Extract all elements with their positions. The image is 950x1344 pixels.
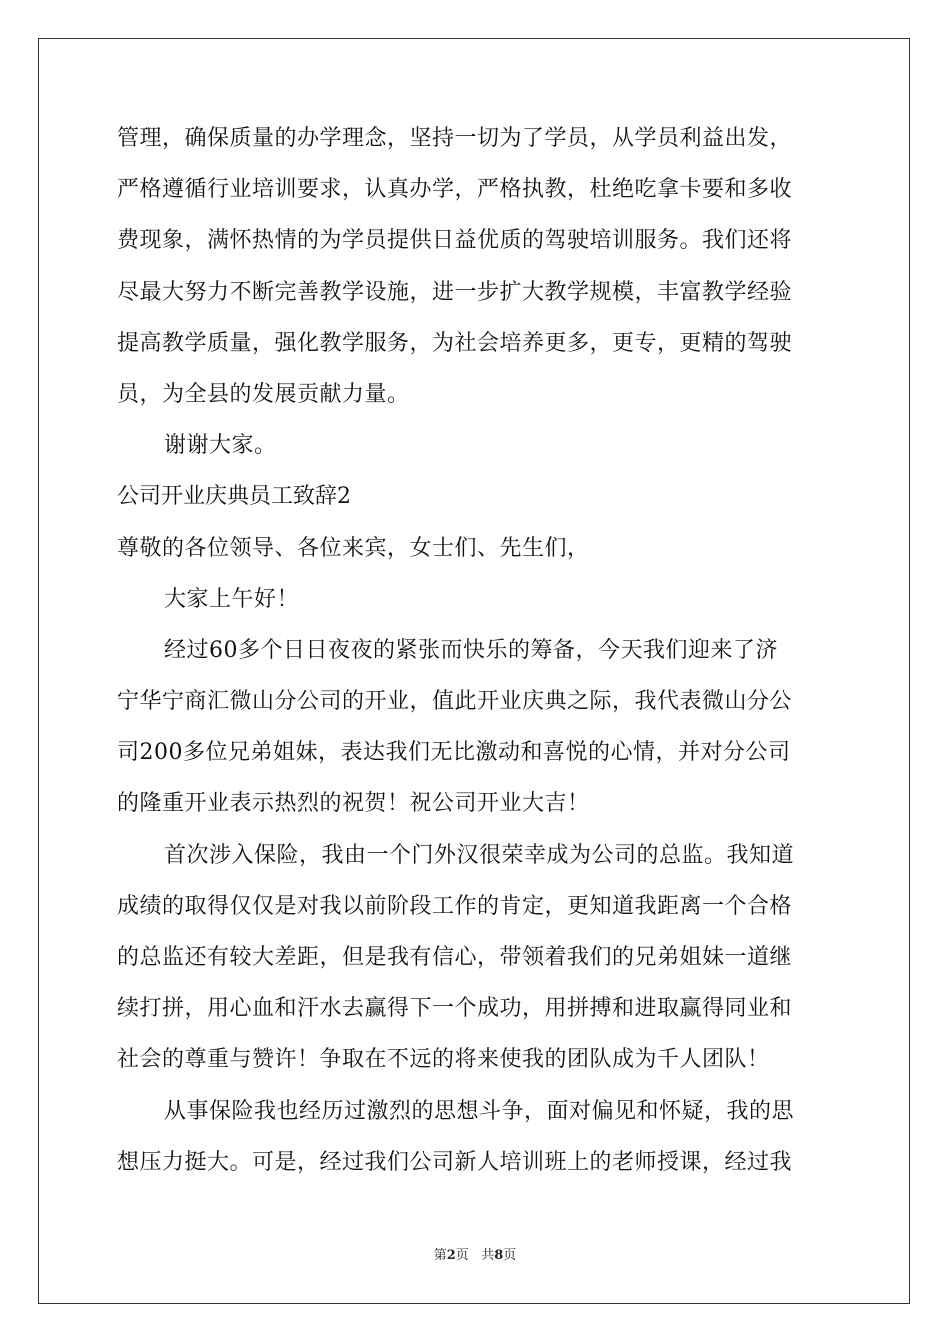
- section-title: 公司开业庆典员工致辞2: [117, 484, 351, 510]
- total-pages: 8: [494, 1248, 504, 1263]
- text-line: 想压力挺大。可是，经过我们公司新人培训班上的老师授课，经过我: [117, 1149, 793, 1175]
- text-line: 从事保险我也经历过激烈的思想斗争，面对偏见和怀疑，我的思: [164, 1098, 795, 1124]
- text-line: 首次涉入保险，我由一个门外汉很荣幸成为公司的总监。我知道: [164, 842, 795, 868]
- closing-line: 谢谢大家。: [164, 433, 277, 459]
- page-number: 2: [446, 1248, 456, 1263]
- text-line: 司200多位兄弟姐妹，表达我们无比激动和喜悦的心情，并对分公司: [117, 740, 791, 766]
- page-suffix: 页: [455, 1248, 469, 1263]
- text-line: 社会的尊重与赞许！争取在不远的将来使我的团队成为千人团队！: [117, 1047, 770, 1073]
- total-suffix: 页: [503, 1248, 517, 1263]
- text-line: 严格遵循行业培训要求，认真办学，严格执教，杜绝吃拿卡要和多收: [117, 177, 793, 203]
- text-line: 尽最大努力不断完善教学设施，进一步扩大教学规模，丰富教学经验: [117, 279, 793, 305]
- text-line: 的隆重开业表示热烈的祝贺！祝公司开业大吉！: [117, 791, 590, 817]
- page-prefix: 第: [433, 1248, 447, 1263]
- text-line: 员，为全县的发展贡献力量。: [117, 381, 410, 407]
- text-line: 费现象，满怀热情的为学员提供日益优质的驾驶培训服务。我们还将: [117, 228, 793, 254]
- salutation: 尊敬的各位领导、各位来宾，女士们、先生们，: [117, 535, 590, 561]
- text-line: 续打拼，用心血和汗水去赢得下一个成功，用拼搏和进取赢得同业和: [117, 996, 793, 1022]
- text-line: 成绩的取得仅仅是对我以前阶段工作的肯定，更知道我距离一个合格: [117, 893, 793, 919]
- greeting: 大家上午好！: [164, 586, 300, 612]
- total-prefix: 共: [481, 1248, 495, 1263]
- text-line: 管理，确保质量的办学理念，坚持一切为了学员，从学员利益出发，: [117, 126, 793, 151]
- text-line: 宁华宁商汇微山分公司的开业，值此开业庆典之际，我代表微山分公: [117, 689, 793, 715]
- text-line: 提高教学质量，强化教学服务，为社会培养更多，更专，更精的驾驶: [117, 330, 793, 356]
- text-line: 经过60多个日日夜夜的紧张而快乐的筹备，今天我们迎来了济: [164, 637, 778, 663]
- text-line: 的总监还有较大差距，但是我有信心，带领着我们的兄弟姐妹一道继: [117, 945, 793, 970]
- document-body: [117, 126, 834, 1201]
- page-footer: [0, 1248, 950, 1264]
